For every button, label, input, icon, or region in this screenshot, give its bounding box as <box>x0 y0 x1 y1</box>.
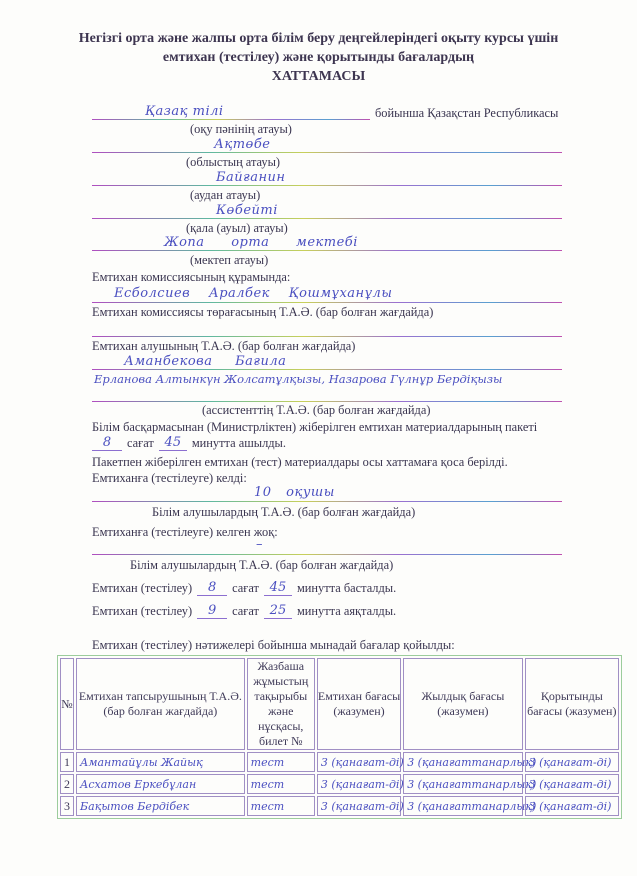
annual-grade[interactable]: 3 (қанағаттанарлық) <box>403 752 522 772</box>
topic[interactable]: тест <box>247 774 315 794</box>
attended-label: Емтиханға (тестілеуге) келді: <box>92 471 247 485</box>
row-number: 2 <box>60 774 74 794</box>
package-opened-row <box>92 435 286 451</box>
district-value[interactable]: Байғанин <box>216 170 286 185</box>
region-value[interactable]: Ақтөбе <box>214 137 271 152</box>
commission-value[interactable]: Есболсиев Аралбек Қошмұханұлы <box>114 286 393 301</box>
row-number: 3 <box>60 796 74 816</box>
header-student-name: Емтихан тапсырушының Т.А.Ә. (бар болған жағдайда) <box>76 658 245 750</box>
attended-line <box>92 501 562 502</box>
commission-label: Емтихан комиссиясының құрамында: <box>92 270 291 284</box>
exam-end-prefix: Емтихан (тестілеу) <box>92 604 193 618</box>
row-number: 1 <box>60 752 74 772</box>
header-topic: Жазбаша жұмыстың тақырыбы және нұсқасы, билет № <box>247 658 315 750</box>
exam-grade[interactable]: 3 (қанағат-ді) <box>317 774 401 794</box>
document-title-line-2: емтихан (тестілеу) және қорытынды бағалардың <box>162 50 475 65</box>
subject-caption: (оқу пәнінің атауы) <box>190 122 292 136</box>
absent-line <box>92 554 562 555</box>
student-name[interactable]: Амантайұлы Жайық <box>76 752 245 772</box>
subject-value[interactable]: Қазақ тілі <box>145 104 224 119</box>
final-grade[interactable]: 3 (қанағат-ді) <box>525 796 619 816</box>
header-final-grade: Қорытынды бағасы (жазумен) <box>525 658 619 750</box>
annual-grade[interactable]: 3 (қанағаттанарлық) <box>403 774 522 794</box>
district-caption: (аудан атауы) <box>190 188 261 202</box>
absent-label: Емтиханға (тестілеуге) келген жоқ: <box>92 525 278 539</box>
chair-label: Емтихан комиссиясы төрағасының Т.А.Ә. (бар болған жағдайда) <box>92 305 434 319</box>
region-line <box>92 152 562 153</box>
school-line <box>92 250 562 251</box>
exam-start-suffix: минутта басталды. <box>296 581 397 595</box>
absent-caption: Білім алушылардың Т.А.Ә. (бар болған жағдайда) <box>130 558 394 572</box>
town-caption: (қала (ауыл) атауы) <box>186 221 288 235</box>
header-annual-grade: Жылдық бағасы (жазумен) <box>403 658 522 750</box>
package-text: Білім басқармасынан (Министрліктен) жіберілген емтихан материалдарының пакеті <box>92 420 538 434</box>
annual-grade[interactable]: 3 (қанағаттанарлық) <box>403 796 522 816</box>
topic[interactable]: тест <box>247 796 315 816</box>
document-title-line-1: Негізгі орта және жалпы орта білім беру деңгейлеріндегі оқыту курсы үшін <box>78 31 559 46</box>
exam-end-row <box>92 603 396 619</box>
package-hour-value[interactable]: 8 <box>92 435 122 451</box>
school-value[interactable]: Жопа орта мектебі <box>164 235 358 250</box>
examiner-line <box>92 369 562 370</box>
exam-start-prefix: Емтихан (тестілеу) <box>92 581 193 595</box>
subject-suffix: бойынша Қазақстан Республикасы <box>375 106 559 120</box>
package-attached-text: Пакетпен жіберілген емтихан (тест) материалдары осы хаттамаға қоса берілді. <box>92 455 508 469</box>
document-title-protocol: ХАТТАМАСЫ <box>271 69 366 84</box>
package-minute-value[interactable]: 45 <box>159 435 187 451</box>
header-number: № <box>60 658 74 750</box>
results-header-row <box>60 658 619 750</box>
table-row <box>60 752 619 772</box>
exam-end-hour[interactable]: 9 <box>197 603 227 619</box>
attended-value[interactable]: 10 оқушы <box>254 485 335 500</box>
final-grade[interactable]: 3 (қанағат-ді) <box>525 774 619 794</box>
town-value[interactable]: Көбейті <box>216 203 278 218</box>
school-caption: (мектеп атауы) <box>190 253 269 267</box>
subject-line <box>92 119 370 120</box>
assistants-caption: (ассистенттің Т.А.Ә. (бар болған жағдайда) <box>202 403 431 417</box>
package-minute-label: минутта ашылды. <box>191 436 286 450</box>
chair-line <box>92 336 562 337</box>
exam-grade[interactable]: 3 (қанағат-ді) <box>317 752 401 772</box>
table-row <box>60 796 619 816</box>
absent-value[interactable]: – <box>256 537 263 552</box>
topic[interactable]: тест <box>247 752 315 772</box>
exam-end-suffix: минутта аяқталды. <box>296 604 397 618</box>
exam-start-row <box>92 580 396 596</box>
exam-start-minute[interactable]: 45 <box>264 580 292 596</box>
table-row <box>60 774 619 794</box>
exam-start-hour[interactable]: 8 <box>197 580 227 596</box>
region-caption: (облыстың атауы) <box>186 155 281 169</box>
student-name[interactable]: Бақытов Бердібек <box>76 796 245 816</box>
exam-start-hour-label: сағат <box>232 581 259 595</box>
town-line <box>92 218 562 219</box>
results-table <box>57 655 622 819</box>
commission-line <box>92 302 562 303</box>
attended-caption: Білім алушылардың Т.А.Ә. (бар болған жағдайда) <box>152 505 416 519</box>
district-line <box>92 185 562 186</box>
exam-grade[interactable]: 3 (қанағат-ді) <box>317 796 401 816</box>
final-grade[interactable]: 3 (қанағат-ді) <box>525 752 619 772</box>
package-hour-label: сағат <box>127 436 154 450</box>
examiner-label: Емтихан алушының Т.А.Ә. (бар болған жағдайда) <box>92 339 356 353</box>
student-name[interactable]: Асхатов Еркебұлан <box>76 774 245 794</box>
results-intro: Емтихан (тестілеу) нәтижелері бойынша мынадай бағалар қойылды: <box>92 638 455 652</box>
assistants-value[interactable]: Ерланова Алтынкүн Жолсатұлқызы, Назарова Гүлнұр Бердіқызы <box>94 372 503 386</box>
header-exam-grade: Емтихан бағасы (жазумен) <box>317 658 401 750</box>
examiner-value[interactable]: Аманбекова Бағила <box>124 354 287 369</box>
exam-end-hour-label: сағат <box>232 604 259 618</box>
exam-end-minute[interactable]: 25 <box>264 603 292 619</box>
